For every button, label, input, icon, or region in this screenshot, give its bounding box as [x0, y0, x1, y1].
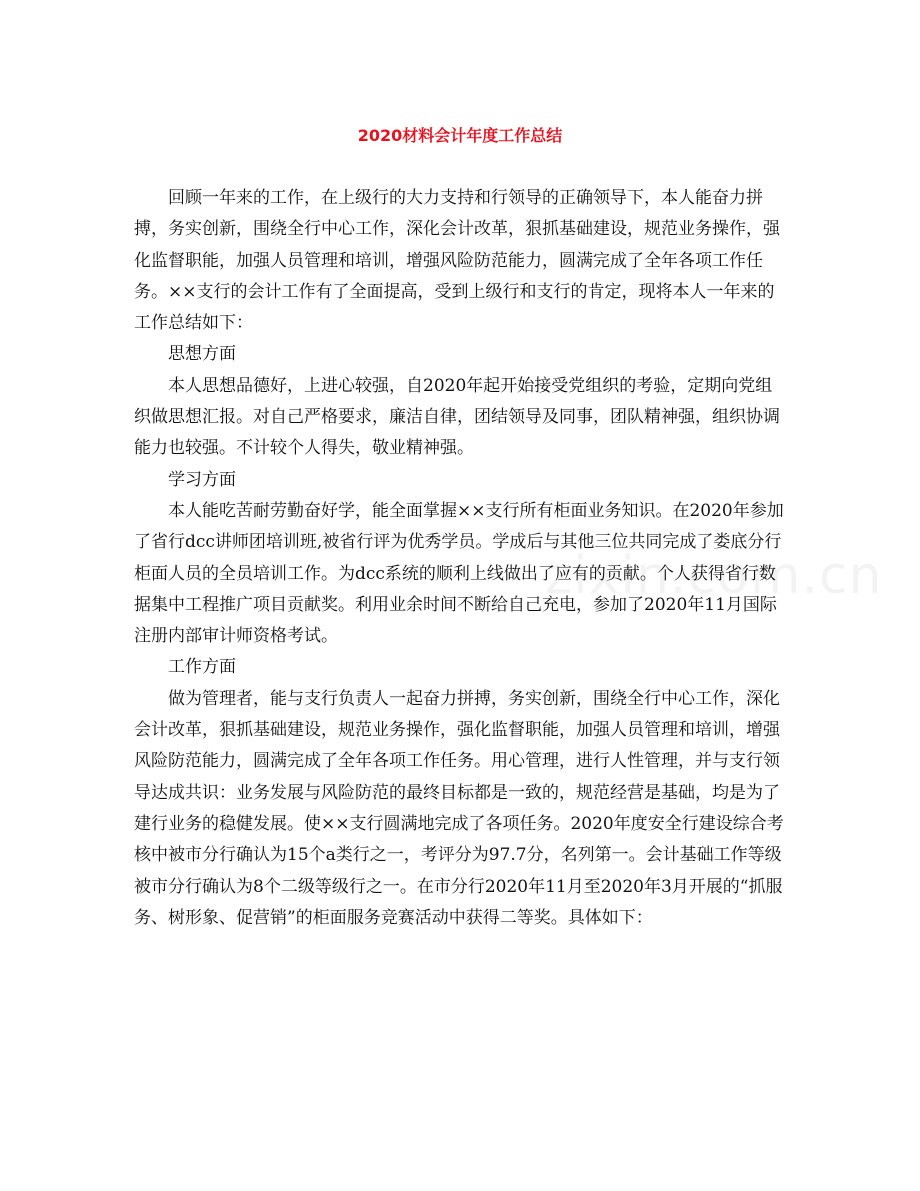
paragraph-work: 做为管理者，能与支行负责人一起奋力拼搏，务实创新，围绕全行中心工作，深化会计改革，狠抓基础建设，规范业务操作，强化监督职能，加强人员管理和培训，增强风险防范能力，圆满完成了全年各项工作任务。用心管理，进行人性管理，并与支行领导达成共识：业务发展与风险防范的最终目标都是一致的，规范经营是基础，均是为了建行业务的稳健发展。使××支行圆满地完成了各项任务。2020年度安全行建设综合考核中被市分行确认为15个a类行之一，考评分为97.7分，名列第一。会计基础工作等级被市分行确认为8个二级等级行之一。在市分行2020年11月至2020年3月开展的“抓服务、树形象、促营销”的柜面服务竞赛活动中获得二等奖。具体如下： — [134, 688, 784, 928]
document-body — [134, 183, 786, 934]
section-heading-study: 学习方面 — [168, 469, 236, 490]
section-heading-work: 工作方面 — [168, 657, 236, 678]
document-title: 2020材料会计年度工作总结 — [357, 126, 563, 145]
paragraph-intro: 回顾一年来的工作，在上级行的大力支持和行领导的正确领导下，本人能奋力拼搏，务实创新，围绕全行中心工作，深化会计改革，狠抓基础建设，规范业务操作，强化监督职能，加强人员管理和培训，增强风险防范能力，圆满完成了全年各项工作任务。××支行的会计工作有了全面提高，受到上级行和支行的肯定，现将本人一年来的工作总结如下： — [134, 188, 780, 334]
paragraph-study: 本人能吃苦耐劳勤奋好学，能全面掌握××支行所有柜面业务知识。在2020年参加了省行dcc讲师团培训班,被省行评为优秀学员。学成后与其他三位共同完成了娄底分行柜面人员的全员培训工作。为dcc系统的顺利上线做出了应有的贡献。个人获得省行数据集中工程推广项目贡献奖。利用业余时间不断给自己充电，参加了2020年11月国际注册内部审计师资格考试。 — [134, 500, 784, 647]
paragraph-thought: 本人思想品德好，上进心较强，自2020年起开始接受党组织的考验，定期向党组织做思想汇报。对自己严格要求，廉洁自律，团结领导及同事，团队精神强，组织协调能力也较强。不计较个人得失，敬业精神强。 — [134, 375, 780, 459]
section-heading-thought: 思想方面 — [168, 344, 236, 365]
